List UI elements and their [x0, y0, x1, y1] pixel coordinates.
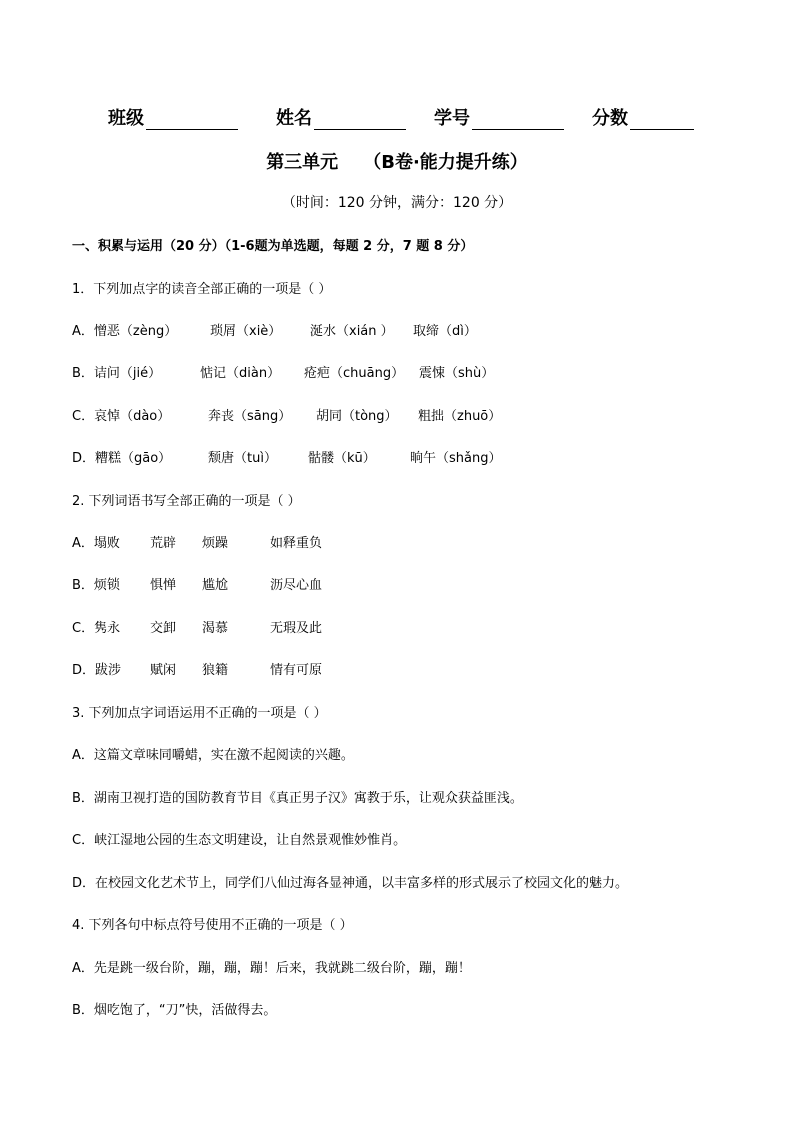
option-item: 荒辟 [150, 536, 177, 551]
option-item: 烦躁 [202, 536, 229, 551]
question-3-option-a[interactable]: A．这篇文章味同嚼蜡，实在激不起阅读的兴趣。 [72, 748, 354, 763]
option-item: 情有可原 [270, 663, 323, 678]
class-field[interactable] [108, 104, 238, 130]
class-blank[interactable] [146, 109, 238, 130]
question-4-stem: 4. 下列各句中标点符号使用不正确的一项是（ ） [72, 918, 353, 933]
question-4-option-a[interactable]: A．先是跳一级台阶，蹦，蹦，蹦！后来，我就跳二级台阶，蹦，蹦！ [72, 961, 471, 976]
option-item: 惧惮 [150, 578, 177, 593]
option-item: 尴尬 [202, 578, 229, 593]
option-item: 晌午（shǎng） [410, 451, 502, 466]
question-3-option-d[interactable]: D．在校园文化艺术节上，同学们八仙过海各显神通，以丰富多样的形式展示了校园文化的魅力。 [72, 876, 629, 891]
option-item: B．烦锁 [72, 578, 120, 593]
option-item: 奔丧（sāng） [208, 409, 292, 424]
option-item: C．隽永 [72, 621, 121, 636]
option-item: 赋闲 [150, 663, 177, 678]
option-item: 颓唐（tuì） [208, 451, 277, 466]
question-3-option-b[interactable]: B．湖南卫视打造的国防教育节目《真正男子汉》寓教于乐，让观众获益匪浅。 [72, 791, 523, 806]
option-item: 骷髅（kū） [308, 451, 376, 466]
option-item: D．糟糕（gāo） [72, 451, 172, 466]
section-heading: 一、积累与运用（20 分）（1-6题为单选题，每题 2 分，7 题 8 分） [72, 239, 474, 254]
exam-title: 第三单元 （B卷·能力提升练） [266, 152, 528, 173]
option-item: 狼籍 [202, 663, 229, 678]
student-id-field[interactable] [434, 104, 564, 130]
question-3-stem: 3. 下列加点字词语运用不正确的一项是（ ） [72, 706, 327, 721]
name-blank[interactable] [314, 109, 406, 130]
question-4-option-b[interactable]: B．烟吃饱了，“刀”快，活做得去。 [72, 1003, 277, 1018]
option-item: B．诘问（jié） [72, 366, 162, 381]
option-item: 粗拙（zhuō） [418, 409, 502, 424]
option-item: 如释重负 [270, 536, 323, 551]
option-item: C．哀悼（dào） [72, 409, 171, 424]
option-item: 疮疤（chuāng） [304, 366, 405, 381]
name-label: 姓名 [276, 108, 312, 129]
option-item: 惦记（diàn） [200, 366, 281, 381]
score-blank[interactable] [630, 109, 694, 130]
name-field[interactable] [276, 104, 406, 130]
option-item: 胡同（tòng） [316, 409, 398, 424]
option-item: A．塌败 [72, 536, 120, 551]
student-id-label: 学号 [434, 108, 470, 129]
score-label: 分数 [592, 108, 628, 129]
question-2-stem: 2. 下列词语书写全部正确的一项是（ ） [72, 494, 301, 509]
student-id-blank[interactable] [472, 109, 564, 130]
option-item: D．跋涉 [72, 663, 122, 678]
score-field[interactable] [592, 104, 694, 130]
option-item: 渴慕 [202, 621, 229, 636]
option-item: 取缔（dì） [413, 324, 477, 339]
question-1-stem: 1．下列加点字的读音全部正确的一项是（ ） [72, 282, 332, 297]
question-3-option-c[interactable]: C．峡江湿地公园的生态文明建设，让自然景观惟妙惟肖。 [72, 833, 407, 848]
option-item: 震悚（shù） [419, 366, 495, 381]
student-info-row [0, 104, 794, 132]
option-item: A．憎恶（zèng） [72, 324, 178, 339]
option-item: 无瑕及此 [270, 621, 323, 636]
option-item: 交卸 [150, 621, 177, 636]
time-info: （时间：120 分钟，满分：120 分） [281, 195, 513, 211]
option-item: 沥尽心血 [270, 578, 323, 593]
option-item: 琐屑（xiè） [210, 324, 282, 339]
option-item: 涎水（xián ） [310, 324, 394, 339]
class-label: 班级 [108, 108, 144, 129]
